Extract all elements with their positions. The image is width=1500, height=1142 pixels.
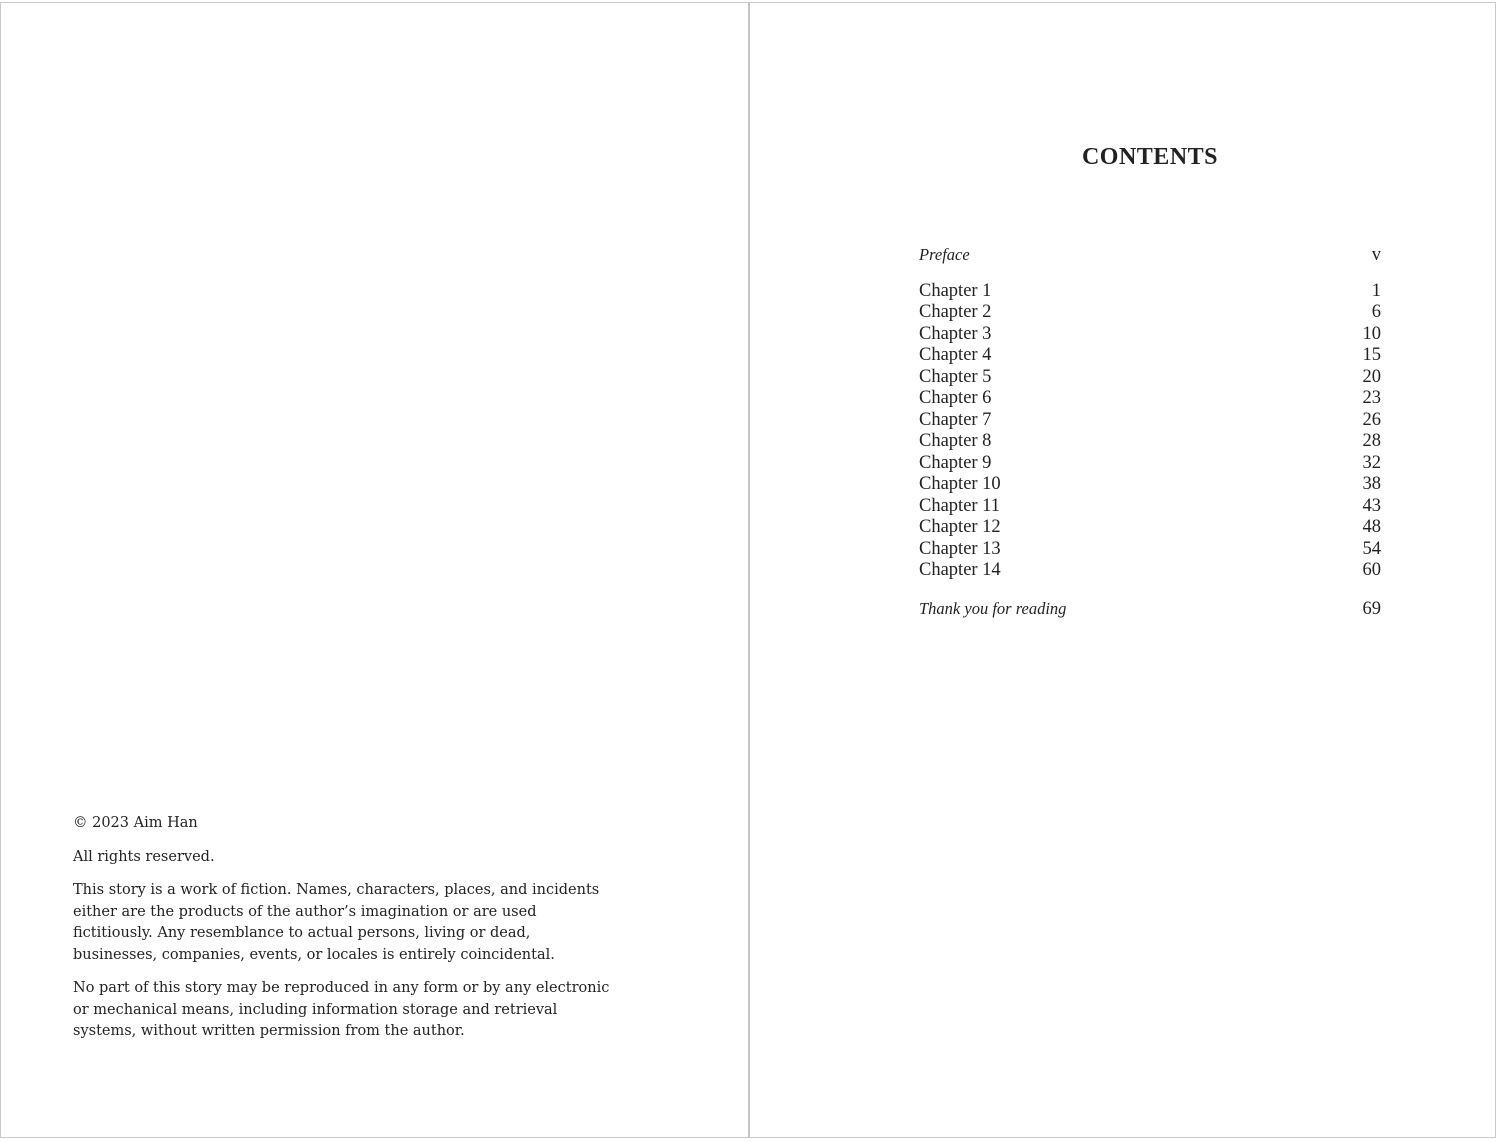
toc-entry-page: 6 <box>1371 302 1381 322</box>
toc-entry-page: 69 <box>1362 598 1381 619</box>
toc-entry-page: 10 <box>1362 323 1381 344</box>
toc-entry-label: Chapter 11 <box>919 495 1001 516</box>
toc-entry-chapter-4[interactable] <box>919 345 1381 367</box>
toc-entry-label: Chapter 13 <box>919 538 1001 559</box>
toc-entry-page: 1 <box>1371 280 1381 301</box>
toc-entry-label: Preface <box>919 245 970 264</box>
toc-entry-label: Chapter 3 <box>919 323 992 344</box>
toc-entry-chapter-13[interactable] <box>919 539 1381 561</box>
toc-entry-chapter-11[interactable] <box>919 496 1381 518</box>
toc-entry-chapter-9[interactable] <box>919 453 1381 475</box>
toc-entry-chapter-5[interactable] <box>919 367 1381 389</box>
toc-entry-label: Chapter 9 <box>919 452 992 473</box>
toc-entry-page: 23 <box>1362 388 1381 408</box>
toc-entry-label: Chapter 5 <box>919 366 992 387</box>
toc-entry-chapter-1[interactable] <box>919 281 1381 303</box>
toc-entry-label: Chapter 6 <box>919 388 992 408</box>
toc-entry-page: 43 <box>1362 495 1381 516</box>
rights-reserved: All rights reserved. <box>73 848 215 865</box>
copyright-page <box>0 2 749 1138</box>
toc-entry-chapter-10[interactable] <box>919 474 1381 496</box>
toc-entry-label: Thank you for reading <box>919 598 1067 618</box>
toc-entry-thank-you[interactable] <box>919 598 1381 620</box>
toc-entry-chapter-6[interactable] <box>919 388 1381 410</box>
toc-entry-chapter-8[interactable] <box>919 431 1381 453</box>
copyright-line: © 2023 Aim Han <box>73 815 198 831</box>
toc-entry-label: Chapter 1 <box>919 280 992 301</box>
fiction-notice: This story is a work of fiction. Names, characters, places, and incidents either are the products of the author’s imagination or are used fictitiously. Any resemblance to actual persons, living or dead, businesses, companies, events, or locales is entirely coincidental. <box>73 882 600 963</box>
toc-entry-page: 32 <box>1362 452 1381 473</box>
toc-entry-label: Chapter 2 <box>919 302 992 322</box>
toc-entry-label: Chapter 12 <box>919 517 1001 537</box>
toc-entry-page: v <box>1371 245 1381 265</box>
toc-entry-preface[interactable] <box>919 244 1381 266</box>
toc-entry-page: 28 <box>1362 431 1381 451</box>
toc-entry-label: Chapter 10 <box>919 474 1001 494</box>
toc-entry-label: Chapter 7 <box>919 409 992 430</box>
contents-title: CONTENTS <box>1081 144 1219 170</box>
contents-page <box>748 2 1496 1138</box>
toc-entry-chapter-2[interactable] <box>919 302 1381 324</box>
toc-entry-page: 60 <box>1362 560 1381 580</box>
toc-entry-label: Chapter 4 <box>919 345 992 365</box>
toc-entry-page: 48 <box>1362 517 1381 537</box>
reproduction-notice: No part of this story may be reproduced in any form or by any electronic or mechanical means, including information storage and retrieval systems, without written permission from the author. <box>73 980 610 1039</box>
toc-entry-page: 15 <box>1362 345 1381 365</box>
table-of-contents <box>919 244 1381 619</box>
toc-entry-label: Chapter 8 <box>919 431 992 451</box>
toc-entry-chapter-12[interactable] <box>919 517 1381 539</box>
toc-entry-chapter-14[interactable] <box>919 560 1381 582</box>
toc-entry-page: 20 <box>1362 366 1381 387</box>
toc-entry-label: Chapter 14 <box>919 560 1001 580</box>
toc-entry-chapter-3[interactable] <box>919 324 1381 346</box>
toc-entry-page: 38 <box>1362 474 1381 494</box>
chapter-list <box>919 281 1381 582</box>
toc-entry-page: 54 <box>1362 538 1381 559</box>
copyright-block <box>73 813 618 1055</box>
toc-entry-chapter-7[interactable] <box>919 410 1381 432</box>
toc-entry-page: 26 <box>1362 409 1381 430</box>
